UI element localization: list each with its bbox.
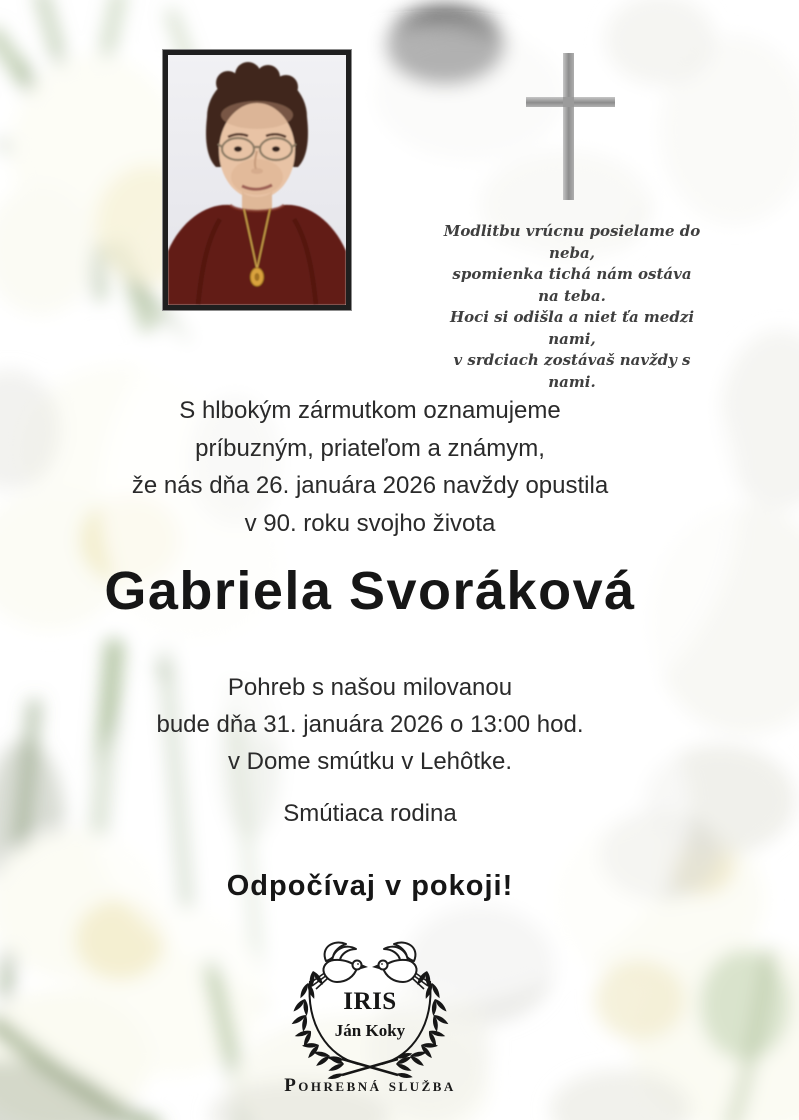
logo-owner-text: Ján Koky	[334, 1021, 406, 1040]
funeral-details	[0, 669, 740, 780]
portrait-photo	[163, 50, 351, 310]
portrait-illustration	[168, 55, 346, 305]
deceased-name: Gabriela Svoráková	[104, 561, 636, 621]
announcement-line: príbuzným, priateľom a známym,	[195, 434, 545, 462]
mourning-family-line: Smútiaca rodina	[283, 800, 457, 827]
funeral-line: Pohreb s našou milovanou	[227, 674, 513, 701]
poem-line: Modlitbu vrúcnu posielame do neba,	[443, 222, 701, 262]
poem-line: v srdciach zostávaš navždy s nami.	[453, 351, 691, 391]
poem-line: Hoci si odišla a niet ťa medzi nami,	[449, 308, 695, 348]
logo-tagline-text: Pohrebná služba	[284, 1075, 456, 1096]
poem-line: spomienka tichá nám ostáva na teba.	[452, 265, 692, 305]
cross-icon	[524, 52, 616, 201]
rest-in-peace-line: Odpočívaj v pokoji!	[226, 870, 514, 902]
memorial-poem	[440, 221, 704, 393]
funeral-line: bude dňa 31. januára 2026 o 13:00 hod.	[156, 711, 584, 738]
announcement-text	[0, 392, 740, 542]
funeral-service-logo	[268, 933, 472, 1103]
funeral-line: v Dome smútku v Lehôtke.	[227, 748, 513, 775]
announcement-line: S hlbokým zármutkom oznamujeme	[179, 397, 561, 424]
announcement-line: v 90. roku svojho života	[244, 509, 496, 537]
announcement-line: že nás dňa 26. januára 2026 navždy opustila	[131, 472, 609, 499]
logo-brand-text: IRIS	[343, 988, 397, 1015]
